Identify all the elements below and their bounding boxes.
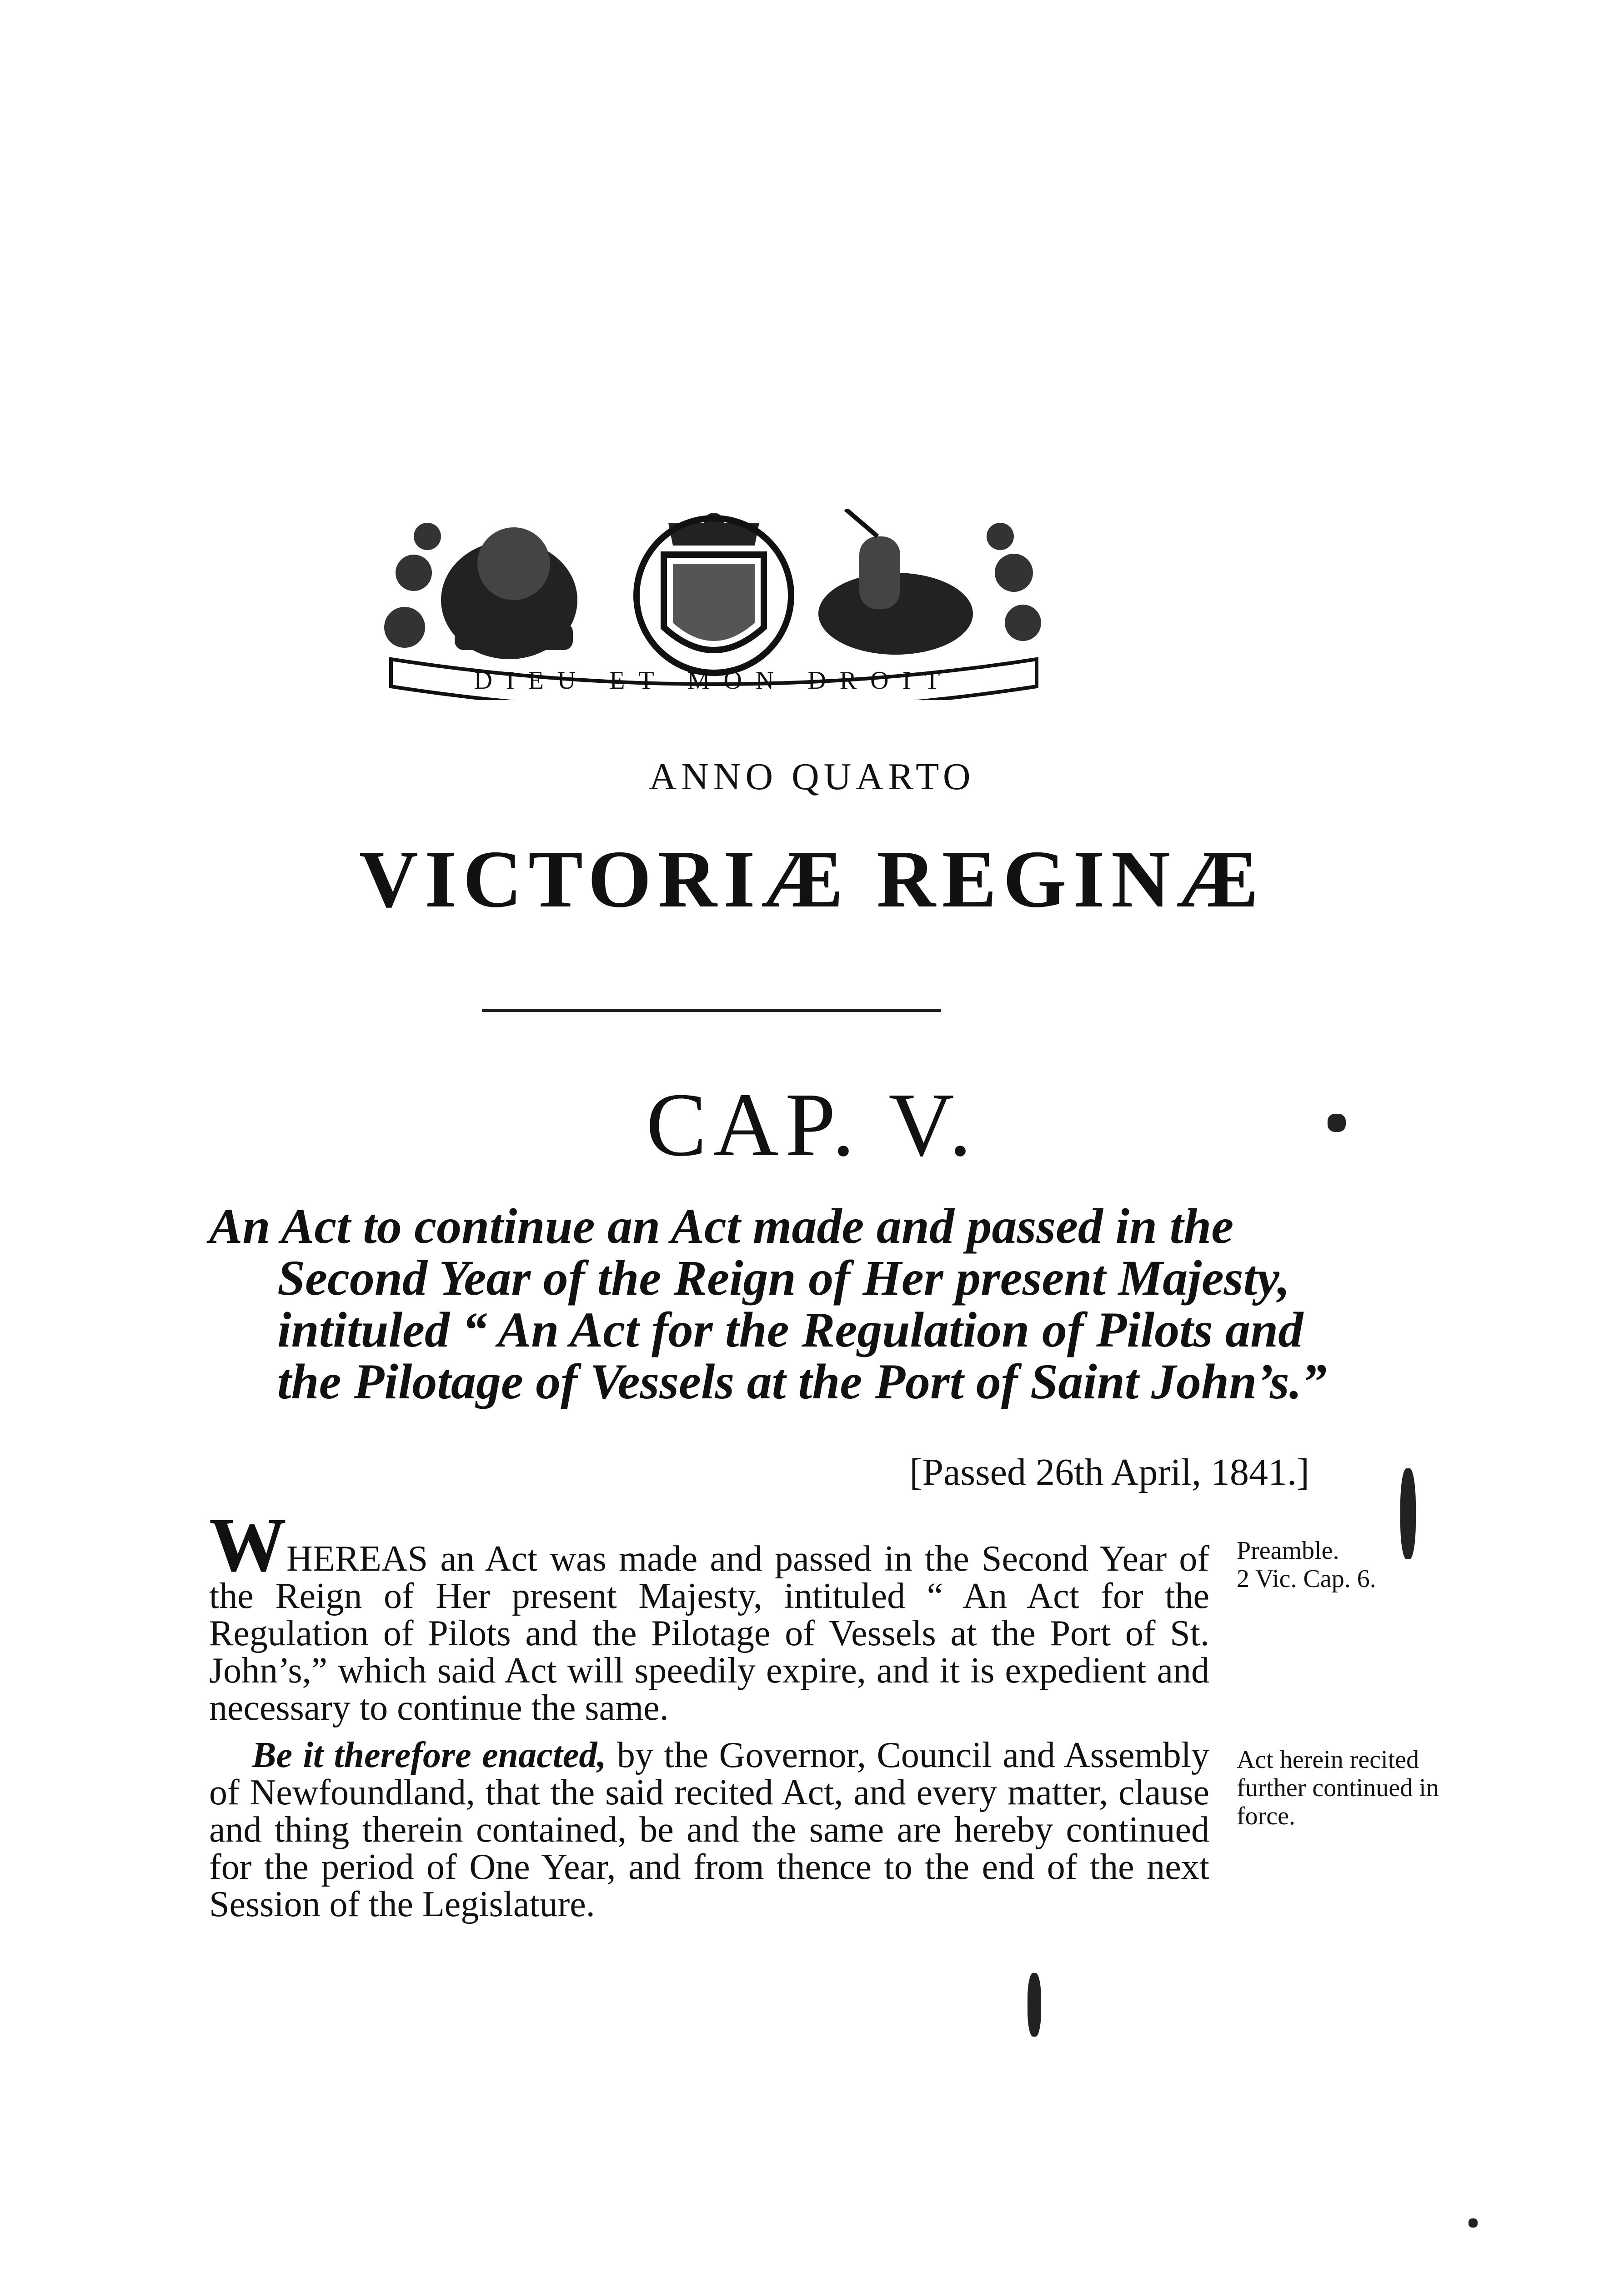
divider (482, 1009, 941, 1012)
ink-mark (1028, 1973, 1041, 2037)
ink-mark (1469, 2218, 1478, 2228)
drop-cap: W (209, 1502, 286, 1587)
margin-note-preamble-label: Preamble. (1237, 1537, 1339, 1565)
enactment-lead: Be it therefore enacted, (252, 1735, 606, 1775)
margin-note-continued: Act herein recited further continued in force. (1237, 1746, 1439, 1830)
enactment-text: by the Governor, Council and Assembly of Newfoundland, that the said recited Act, and every matter, clause and thing therein contained, be and the same are hereby continued for the period of One Year, and from thence to the end of the next Session of the Legislature. (209, 1735, 1210, 1924)
unicorn-supporter-icon (818, 509, 973, 655)
ink-mark (1328, 1114, 1346, 1132)
passed-date: [Passed 26th April, 1841.] (909, 1451, 1309, 1493)
rose-thistle-icon (384, 523, 441, 648)
anno-quarto: ANNO QUARTO (649, 756, 975, 798)
royal-coat-of-arms (373, 509, 1055, 700)
margin-note-citation: 2 Vic. Cap. 6. (1237, 1565, 1376, 1593)
act-title: An Act to continue an Act made and passed in the Second Year of the Reign of Her present Majesty, intituled “ An Act for the Regulation of Pilots and the Pilotage of Vessels at the Port of Saint John’s.” (209, 1198, 1327, 1409)
ink-mark (1400, 1468, 1416, 1559)
enactment-paragraph (209, 1737, 1209, 1923)
preamble-text: HEREAS an Act was made and passed in the Second Year of the Reign of Her present Majesty, intituled “ An Act for the Regulation of Pilots and the Pilotage of Vessels at the Port of St. John’s,” which said Act will speedily expire, and it is expedient and necessary to continue the same. (209, 1539, 1209, 1728)
lion-supporter-icon (441, 527, 577, 659)
preamble-paragraph (209, 1502, 1209, 1728)
page-title: VICTORIÆ REGINÆ (359, 834, 1265, 924)
chapter-number: CAP. V. (646, 1075, 978, 1175)
motto-text: DIEU ET MON DROIT (474, 666, 954, 695)
shamrock-icon (987, 523, 1041, 641)
